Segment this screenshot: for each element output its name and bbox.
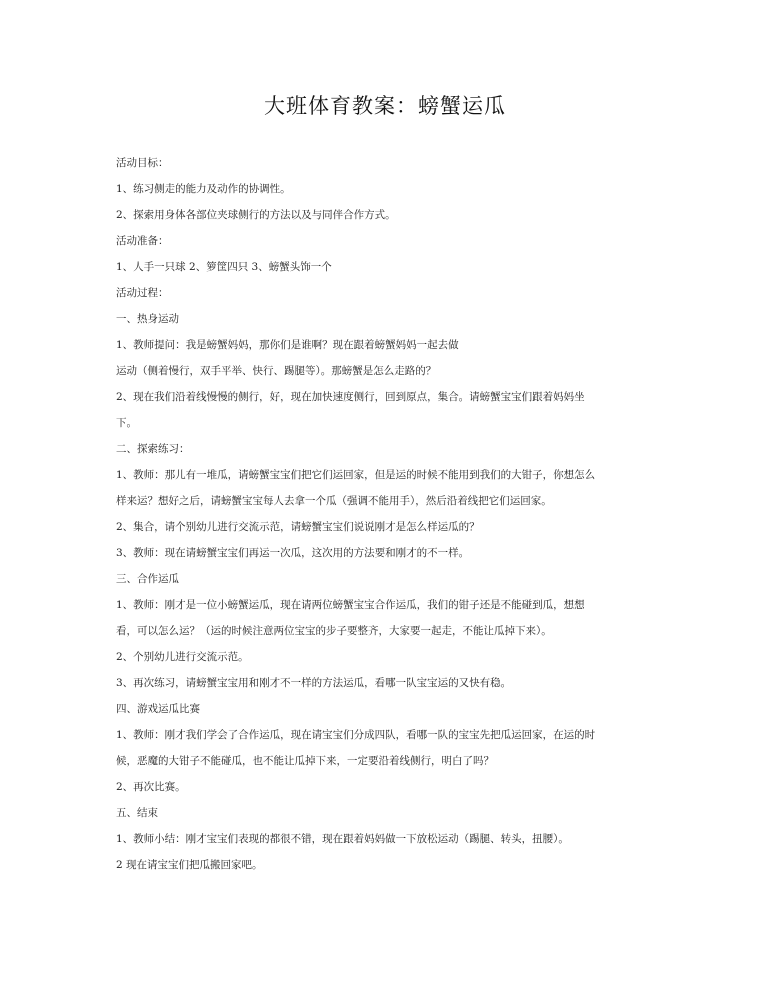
paragraph-line: 3、教师：现在请螃蟹宝宝们再运一次瓜，这次用的方法要和刚才的不一样。 (116, 547, 470, 559)
document-title: 大班体育教案：螃蟹运瓜 (264, 94, 506, 118)
document-body (116, 150, 661, 878)
paragraph-line: 2 现在请宝宝们把瓜搬回家吧。 (116, 859, 263, 871)
paragraph-line: 二、探索练习： (116, 443, 190, 455)
paragraph-line: 2、再次比赛。 (116, 781, 186, 793)
paragraph-line: 1、练习侧走的能力及动作的协调性。 (116, 183, 291, 195)
paragraph-line: 2、个别幼儿进行交流示范。 (116, 651, 249, 663)
paragraph-line: 2、探索用身体各部位夹球侧行的方法以及与同伴合作方式。 (116, 209, 396, 221)
paragraph-line: 三、合作运瓜 (116, 573, 179, 585)
paragraph-line: 活动过程： (116, 287, 169, 299)
paragraph-line: 1、教师：刚才我们学会了合作运瓜，现在请宝宝们分成四队，看哪一队的宝宝先把瓜运回家，在运的时 (116, 729, 596, 741)
paragraph-line: 3、再次练习，请螃蟹宝宝用和刚才不一样的方法运瓜，看哪一队宝宝运的又快有稳。 (116, 677, 512, 689)
paragraph-line: 运动（侧着慢行，双手平举、快行、踢腿等）。那螃蟹是怎么走路的？ (116, 365, 437, 377)
paragraph-line: 下。 (116, 417, 137, 429)
paragraph-line: 1、教师：刚才是一位小螃蟹运瓜，现在请两位螃蟹宝宝合作运瓜，我们的钳子还是不能碰到瓜，想想 (116, 599, 585, 611)
paragraph-line: 候，恶魔的大钳子不能碰瓜，也不能让瓜掉下来，一定要沿着线侧行，明白了吗？ (116, 755, 494, 767)
paragraph-line: 2、现在我们沿着线慢慢的侧行，好，现在加快速度侧行，回到原点，集合。请螃蟹宝宝们跟着妈妈坐 (116, 391, 585, 403)
paragraph-line: 五、结束 (116, 807, 158, 819)
paragraph-line: 四、游戏运瓜比赛 (116, 703, 200, 715)
paragraph-line: 1、人手一只球 2、箩筐四只 3、螃蟹头饰一个 (116, 261, 332, 273)
paragraph-line: 2、集合，请个别幼儿进行交流示范，请螃蟹宝宝们说说刚才是怎么样运瓜的？ (116, 521, 480, 533)
paragraph-line: 1、教师：那儿有一堆瓜，请螃蟹宝宝们把它们运回家，但是运的时候不能用到我们的大钳子，你想怎么 (116, 469, 596, 481)
paragraph-line: 活动准备： (116, 235, 169, 247)
paragraph-line: 活动目标： (116, 157, 169, 169)
paragraph-line: 1、教师提问：我是螃蟹妈妈，那你们是谁啊？现在跟着螃蟹妈妈一起去做 (116, 339, 459, 351)
paragraph-line: 1、教师小结：刚才宝宝们表现的都很不错，现在跟着妈妈做一下放松运动（踢腿、转头，扭腰）。 (116, 833, 569, 845)
paragraph-line: 样来运？想好之后，请螃蟹宝宝每人去拿一个瓜（强调不能用手），然后沿着线把它们运回家。 (116, 495, 552, 507)
paragraph-line: 看，可以怎么运？（运的时候注意两位宝宝的步子要整齐，大家要一起走，不能让瓜掉下来）。 (116, 625, 552, 637)
paragraph-line: 一、热身运动 (116, 313, 179, 325)
